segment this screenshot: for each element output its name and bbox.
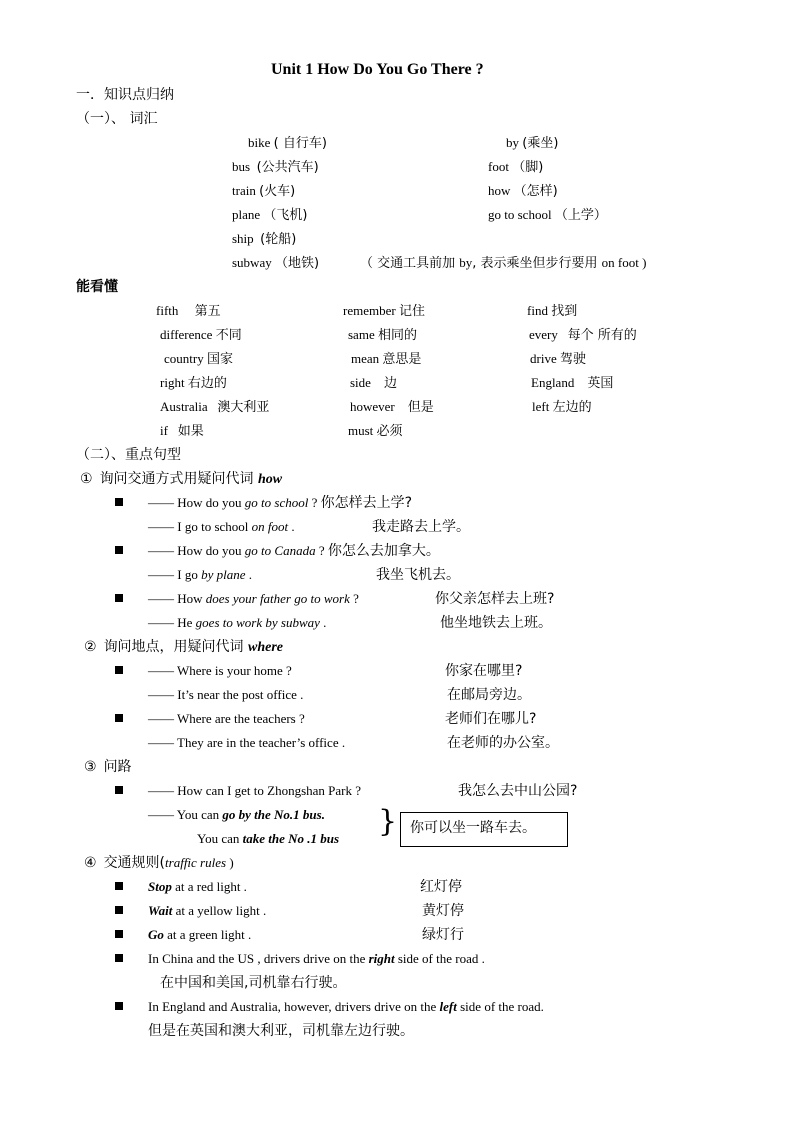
sentence: —— I go by plane . [148, 567, 252, 582]
bullet-icon [115, 954, 123, 962]
brace-icon: } [378, 804, 398, 839]
bullet-icon [115, 1002, 123, 1010]
word-item: fifth 第五 [156, 303, 221, 319]
translation: 你家在哪里? [445, 663, 523, 679]
bullet-icon [115, 594, 123, 602]
section-heading: 一．知识点归纳 [76, 87, 174, 103]
word-item: country 国家 [164, 351, 233, 367]
word-item: find 找到 [527, 303, 578, 319]
vocab-item: by (乘坐) [506, 135, 559, 151]
vocab-item: subway （地铁) [232, 255, 320, 271]
point-heading: ① 询问交通方式用疑问代词 how [80, 471, 283, 487]
word-item: every 每个 所有的 [529, 327, 637, 343]
bullet-icon [115, 714, 123, 722]
point-heading: ② 询问地点，用疑问代词 where [84, 639, 284, 655]
word-item: must 必须 [348, 423, 403, 439]
vocab-note: （ 交通工具前加 by, 表示乘坐但步行要用 on foot ) [360, 255, 647, 271]
rule: Go at a green light . [148, 927, 252, 942]
translation: 黄灯停 [422, 903, 464, 919]
bullet-icon [115, 546, 123, 554]
word-item: mean 意思是 [351, 351, 422, 367]
translation: 我走路去上学。 [372, 519, 470, 535]
translation: 绿灯行 [422, 927, 464, 943]
word-item: Australia 澳大利亚 [160, 399, 270, 415]
word-item: however 但是 [350, 399, 434, 415]
sentence: —— How does your father go to work ? [148, 591, 359, 606]
vocab-item: bike ( 自行车) [248, 135, 327, 151]
word-item: same 相同的 [348, 327, 417, 343]
word-item: side 边 [350, 375, 397, 391]
vocab-item: ship (轮船) [232, 231, 297, 247]
word-item: if 如果 [160, 423, 204, 439]
translation: 老师们在哪儿? [445, 711, 537, 727]
subsection-sentences: （二）、重点句型 [76, 447, 181, 463]
point-heading: ③ 问路 [84, 759, 132, 775]
vocab-item: train (火车) [232, 183, 296, 199]
sentence: —— You can go by the No.1 bus. [148, 807, 325, 822]
sentence: —— How do you go to school ? 你怎样去上学? [148, 495, 413, 511]
translation: 在老师的办公室。 [447, 735, 559, 751]
word-item: right 右边的 [160, 375, 227, 391]
vocab-item: go to school （上学） [488, 207, 607, 223]
translation: 在邮局旁边。 [447, 687, 531, 703]
bullet-icon [115, 666, 123, 674]
page-title: Unit 1 How Do You Go There ? [271, 61, 484, 78]
word-item: England 英国 [531, 375, 614, 391]
translation: 但是在英国和澳大利亚，司机靠左边行驶。 [148, 1023, 414, 1039]
bullet-icon [115, 882, 123, 890]
sentence: —— Where is your home ? [148, 663, 292, 678]
sentence: —— I go to school on foot . [148, 519, 295, 534]
rule: In China and the US , drivers drive on the right side of the road . [148, 951, 485, 966]
rule: Stop at a red light . [148, 879, 247, 894]
heading-understand: 能看懂 [76, 279, 118, 295]
word-item: difference 不同 [160, 327, 242, 343]
point-heading: ④ 交通规则(traffic rules ) [84, 855, 234, 871]
translation: 我怎么去中山公园? [458, 783, 578, 799]
word-item: left 左边的 [532, 399, 592, 415]
bullet-icon [115, 498, 123, 506]
translation: 在中国和美国,司机靠右行驶。 [160, 975, 347, 991]
rule: Wait at a yellow light . [148, 903, 267, 918]
vocab-item: bus (公共汽车) [232, 159, 319, 175]
word-item: remember 记住 [343, 303, 425, 319]
word-item: drive 驾驶 [530, 351, 586, 367]
sentence: —— How can I get to Zhongshan Park ? [148, 783, 362, 798]
translation: 你可以坐一路车去。 [410, 820, 536, 836]
translation: 我坐飞机去。 [376, 567, 460, 583]
translation: 你父亲怎样去上班? [435, 591, 555, 607]
rule: In England and Australia, however, drivers drive on the left side of the road. [148, 999, 544, 1014]
bullet-icon [115, 930, 123, 938]
bullet-icon [115, 906, 123, 914]
vocab-item: foot （脚) [488, 159, 544, 175]
vocab-item: how （怎样) [488, 183, 558, 199]
subsection-vocab: （一）、 词汇 [76, 111, 158, 127]
translation: 他坐地铁去上班。 [440, 615, 552, 631]
sentence: —— It’s near the post office . [148, 687, 304, 702]
translation: 红灯停 [420, 879, 462, 895]
sentence: —— Where are the teachers ? [148, 711, 305, 726]
vocab-item: plane （飞机) [232, 207, 308, 223]
sentence: You can take the No .1 bus [197, 831, 340, 846]
sentence: —— He goes to work by subway . [148, 615, 327, 630]
sentence: —— They are in the teacher’s office . [148, 735, 346, 750]
sentence: —— How do you go to Canada ? 你怎么去加拿大。 [148, 543, 440, 559]
bullet-icon [115, 786, 123, 794]
